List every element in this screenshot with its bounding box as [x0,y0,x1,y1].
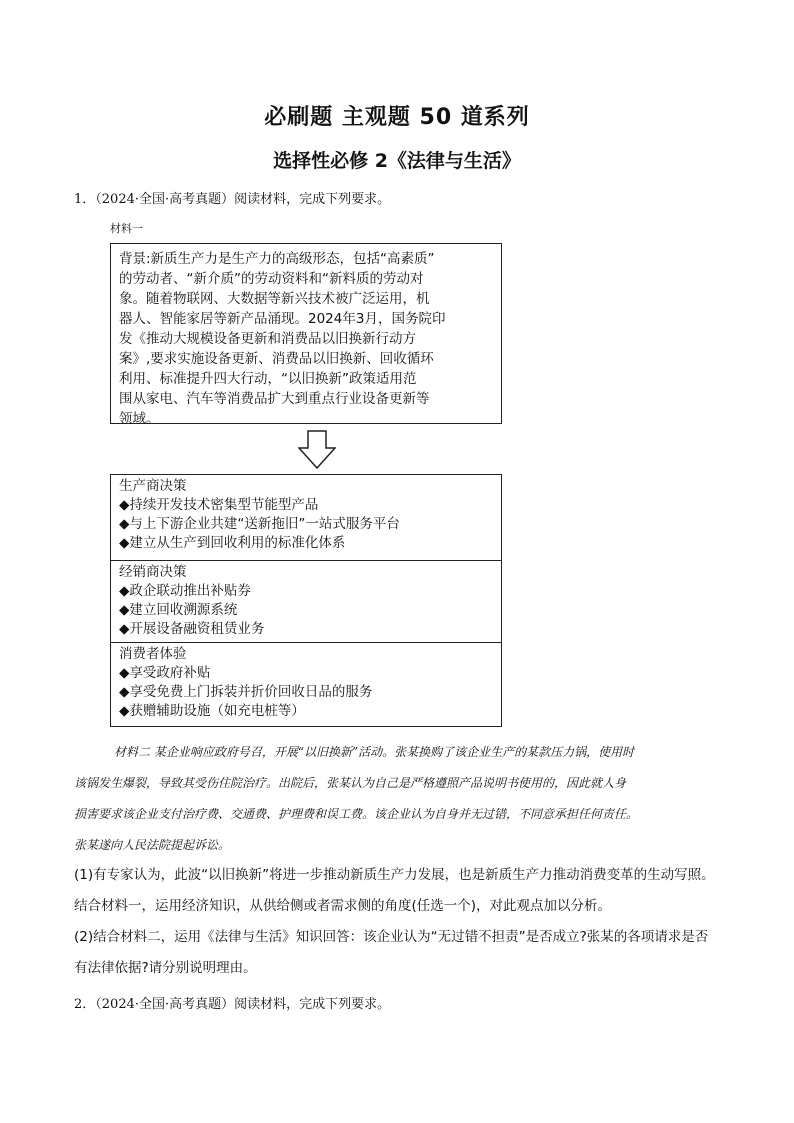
consumer-section [111,642,501,725]
material-2 [74,737,724,861]
material-2-line: 损害要求该企业支付治疗费、交通费、护理费和误工费。该企业认为自身并无过错，不同意承担任何责任。 [74,807,639,821]
background-line: 的劳动者、“新介质”的劳动资料和“新料质的劳动对 [119,271,424,287]
section-heading: 经销商决策 [119,564,187,580]
sub-question-line: 结合材料一，运用经济知识，从供给侧或者需求侧的角度(任选一个)，对此观点加以分析。 [74,898,612,914]
material-1-label: 材料一 [110,222,143,235]
material-2-line: 张某遂向人民法院提起诉讼。 [74,838,231,852]
section-item: ◆享受政府补贴 [119,665,211,681]
question-1-stem: 1．（2024·全国·高考真题）阅读材料，完成下列要求。 [74,192,391,207]
background-line: 背景:新质生产力是生产力的高级形态，包括“高素质” [119,251,435,267]
dealer-section [111,560,501,642]
page-title: 必刷题 主观题 50 道系列 [264,105,530,130]
background-line: 器人、智能家居等新产品涌现。2024年3月，国务院印 [119,311,446,327]
decisions-box [110,474,502,727]
background-line: 发《推动大规模设备更新和消费品以旧换新行动方 [119,331,416,347]
section-heading: 生产商决策 [119,478,187,494]
sub-question-line: (1)有专家认为，此波“以旧换新”将进一步推动新质生产力发展，也是新质生产力推动消费变革的生动写照。 [74,867,715,883]
section-item: ◆建立从生产到回收利用的标准化体系 [119,535,346,551]
producer-section [111,475,501,560]
background-line: 利用、标准提升四大行动，“以旧换新”政策适用范 [119,371,417,387]
section-item: ◆政企联动推出补贴券 [119,583,251,599]
section-item: ◆享受免费上门拆装并折价回收日品的服务 [119,684,373,700]
background-line: 围从家电、汽车等消费品扩大到重点行业设备更新等 [119,391,430,407]
material-2-line [74,737,724,768]
sub-question-2 [74,922,734,984]
section-item: ◆与上下游企业共建“送新拖旧”一站式服务平台 [119,516,400,532]
sub-question-1 [74,860,734,922]
background-line: 案》,要求实施设备更新、消费品以旧换新、回收循环 [119,351,434,367]
material-2-line: 该锅发生爆裂，导致其受伤住院治疗。出院后，张某认为自己是严格遵照产品说明书使用的，因此就人身 [74,776,627,790]
question-2-stem: 2．（2024·全国·高考真题）阅读材料，完成下列要求。 [74,997,391,1012]
section-item: ◆建立回收溯源系统 [119,602,238,618]
section-item: ◆开展设备融资租赁业务 [119,621,265,637]
sub-question-line: (2)结合材料二，运用《法律与生活》知识回答：该企业认为“无过错不担责”是否成立?张某的各项请求是否 [74,929,709,945]
page-subtitle: 选择性必修 2《法律与生活》 [273,150,521,172]
section-item: ◆获赠辅助设施（如充电桩等） [119,703,305,719]
material-2-line-text: 材料二 某企业响应政府号召，开展“以旧换新”活动。张某换购了该企业生产的某款压力锅，使用时 [114,745,635,759]
down-arrow-icon [298,430,336,470]
background-box [110,243,502,427]
background-line: 领域。 [119,411,160,427]
section-heading: 消费者体验 [119,646,187,662]
section-item: ◆持续开发技术密集型节能型产品 [119,497,319,513]
background-line: 象。随着物联网、大数据等新兴技术被广泛运用，机 [119,291,430,307]
sub-question-line: 有法律依据?请分别说明理由。 [74,960,257,976]
